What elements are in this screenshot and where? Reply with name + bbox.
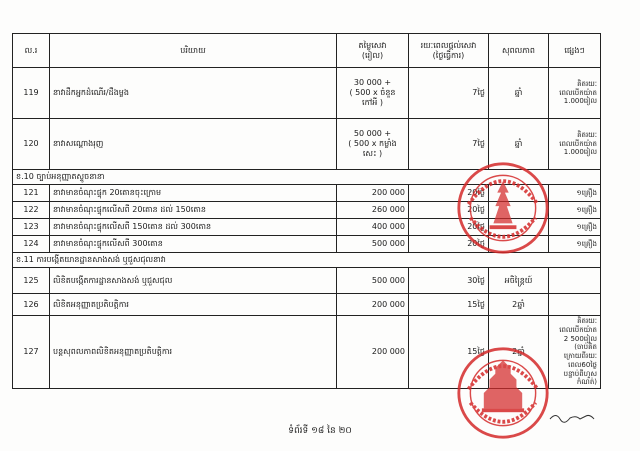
page-number: ទំព័រទី ១៨ នៃ ២០ bbox=[288, 426, 352, 436]
official-seal-stamp bbox=[455, 160, 551, 256]
header-time: រយៈពេលផ្តល់សេវា (ថ្ងៃធ្វើការ) bbox=[409, 34, 489, 68]
header-validity: សុពលភាព bbox=[489, 34, 549, 68]
table-row: 121 នាវាមានចំណុះផ្ទុក 20តោនចុះក្រោម 200 000 20ថ្ងៃ ១គ្រឿង bbox=[13, 185, 601, 202]
section-title: ខ.10 ច្បាប់អនុញ្ញាតស្ទូចនានា bbox=[13, 170, 601, 185]
table-row: 119 នាវាដឹកអ្នកដំណើរ/ដឹងម្លង 30 000 + ( 500 x ចំនួន កៅអី ) 7ថ្ងៃ ឆ្នាំ គិតរយៈពេលបើកយ៉ាត 1.000រៀល bbox=[13, 68, 601, 119]
table-row: 124 នាវាមានចំណុះផ្ទុកលើសពី 300តោន 500 000 20ថ្ងៃ ១គ្រឿង bbox=[13, 236, 601, 253]
section-title: ខ.11 ការបង្កើតយានដ្ឋានសាងសង់ ឬជួសជុលនាវា bbox=[13, 253, 601, 268]
table-row: 122 នាវាមានចំណុះផ្ទុកលើសពី 20តោន ដល់ 150តោន 260 000 20ថ្ងៃ ១គ្រឿង bbox=[13, 202, 601, 219]
table-row: 126 លិខិតអនុញ្ញាតប្រតិបត្តិការ 200 000 15ថ្ងៃ 2ឆ្នាំ bbox=[13, 294, 601, 316]
header-no: ល.រ bbox=[13, 34, 50, 68]
header-other: ផ្សេងៗ bbox=[549, 34, 601, 68]
header-price: តម្លៃសេវា (រៀល) bbox=[337, 34, 409, 68]
table-header-row bbox=[13, 34, 601, 68]
table-row: 120 នាវាសណ្តោងរុញ 50 000 + ( 500 x កម្លាំង សេះ ) 7ថ្ងៃ ឆ្នាំ គិតរយៈពេលបើកយ៉ាត 1.000រៀល bbox=[13, 119, 601, 170]
table-row: 127 បន្តសុពលភាពលិខិតអនុញ្ញាតប្រតិបត្តិការ 200 000 15ថ្ងៃ 2ឆ្នាំ គិតរយៈពេលបើកយ៉ាត 2 500រៀល (ចាប់គិត ក្រោយពីរយៈពេល60ថ្ងៃ បន្ទាប់ពីហួសកំណត់) bbox=[13, 316, 601, 389]
header-description: បរិយាយ bbox=[50, 34, 337, 68]
table-row: 123 នាវាមានចំណុះផ្ទុកលើសពី 150តោន ដល់ 300តោន 400 000 20ថ្ងៃ ១គ្រឿង bbox=[13, 219, 601, 236]
signature bbox=[548, 410, 598, 424]
table-row: 125 លិខិតបង្កើតការដ្ឋានសាងសង់ ឬជួសជុល 500 000 30ថ្ងៃ អចិន្ត្រៃយ៍ bbox=[13, 268, 601, 294]
